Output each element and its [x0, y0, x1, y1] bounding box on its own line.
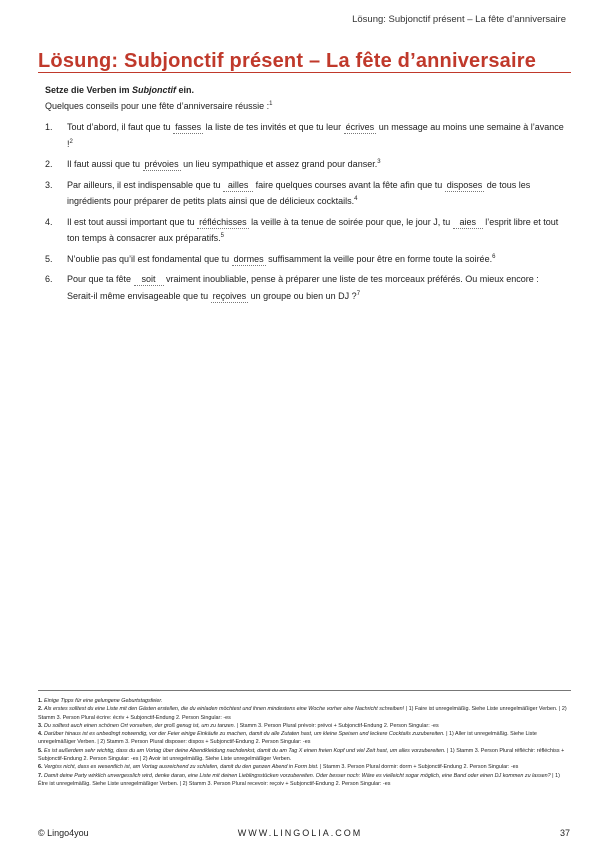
footnote-ref: 1	[269, 101, 273, 107]
intro-text	[45, 101, 272, 111]
footnote-ref: 4	[354, 196, 358, 202]
footnote-translation: Vergiss nicht, dass es wesentlich ist, am Vortag ausreichend zu schlafen, damit du den ganzen Abend in Form bist.	[44, 764, 319, 771]
footnote-ref: 7	[356, 290, 361, 297]
footnote	[38, 705, 571, 722]
exercise-text: la veille à ta tenue de soirée pour que, le jour J, tu	[248, 216, 453, 227]
exercise-number: 1.	[45, 122, 53, 132]
answer-blank[interactable]: disposes	[446, 179, 483, 190]
answer-blank[interactable]: aies	[453, 217, 483, 229]
exercise-text: Par ailleurs, il est indispensable que tu	[67, 179, 224, 190]
footnote-translation: Damit deine Party wirklich unvergesslich wird, denke daran, eine Liste mit deinen Lieblingsstücken vorzubereiten. Oder besser noch: Wäre es vielleicht sogar möglich, eine Band oder einen DJ kommen zu lassen?	[44, 772, 551, 779]
footnote-ref: 2	[69, 138, 73, 145]
running-head: Lösung: Subjonctif présent – La fête d’anniversaire	[352, 14, 566, 25]
footnote-note: | 1) Être ist unregelmäßig. Siehe Liste unregelmäßiger Verben. | 2) Stamm 3. Person Plural recevoir: reçoiv + Subjonctif-Endung 2. Person Singular: -es	[38, 772, 560, 787]
footnote-translation: Darüber hinaus ist es unbedingt notwendig, vor der Feier einige Einkäufe zu machen, damit du alle Zutaten hast, um kleine Speisen und leckere Cocktails zuzubereiten.	[44, 731, 445, 738]
exercise-text: Pour que ta fête	[67, 274, 134, 284]
footnote	[38, 747, 571, 764]
footnote-translation: Du solltest auch einen schönen Ort vorsehen, der groß genug ist, um zu tanzen.	[44, 722, 236, 729]
instruction	[45, 85, 194, 95]
exercise-text: un lieu sympathique et assez grand pour danser.	[180, 159, 378, 169]
title-divider	[38, 72, 571, 73]
footnote-translation: Als erstes solltest du eine Liste mit den Gästen erstellen, die du einladen möchtest und ihnen mindestens eine Woche vorher eine Nachricht schreiben!	[44, 706, 405, 713]
footnote-number: 4.	[38, 731, 43, 738]
exercise-text: la liste de tes invités et que tu leur	[203, 122, 344, 132]
exercise-item	[45, 156, 565, 173]
instruction-italic: Subjonctif	[132, 85, 177, 95]
footnote-divider	[38, 690, 571, 691]
exercise-item	[45, 119, 565, 152]
exercise-text: Tout d’abord, il faut que tu	[67, 122, 174, 132]
answer-blank[interactable]: réfléchisses	[199, 216, 247, 227]
footnote-number: 2.	[38, 706, 43, 713]
copyright: © Lingo4you	[38, 828, 89, 838]
exercise-number: 4.	[45, 216, 53, 227]
footnote-number: 1.	[38, 698, 43, 704]
exercise-item	[45, 214, 565, 247]
footnote-number: 6.	[38, 764, 43, 771]
answer-blank[interactable]: prévoies	[144, 159, 179, 169]
footnote	[38, 763, 571, 771]
exercise-text: Il faut aussi que tu	[67, 159, 143, 169]
exercise-item	[45, 177, 565, 210]
footnote-note: | Stamm 3. Person Plural dormir: dorm + Subjonctif-Endung 2. Person Singular: -es	[318, 764, 519, 771]
exercise-number: 6.	[45, 274, 53, 284]
exercise-text: de tous les ingrédients pour préparer de petits plats ainsi que de délicieux cocktails.	[67, 179, 531, 206]
footnotes	[38, 697, 571, 788]
footnote	[38, 730, 571, 747]
footnote-number: 7.	[38, 772, 43, 779]
exercise-text: l’esprit libre et tout ton temps à consacrer aux préparatifs.	[67, 216, 559, 243]
intro-sentence: Quelques conseils pour une fête d’anniversaire réussie :	[45, 101, 270, 111]
exercise-text: Il est tout aussi important que tu	[67, 216, 198, 227]
footnote-ref: 3	[377, 159, 381, 165]
exercise-number: 5.	[45, 253, 53, 264]
exercise-text: N’oublie pas qu’il est fondamental que tu	[67, 253, 232, 264]
exercise-text: faire quelques courses avant la fête afin que tu	[253, 179, 445, 190]
answer-blank[interactable]: reçoives	[212, 290, 247, 301]
footnote	[38, 722, 571, 730]
footnote-number: 3.	[38, 722, 43, 729]
exercise-number: 3.	[45, 179, 53, 190]
answer-blank[interactable]: fasses	[175, 122, 202, 132]
instruction-prefix: Setze die Verben im	[45, 85, 133, 95]
page-number: 37	[559, 828, 570, 838]
answer-blank[interactable]: dormes	[233, 253, 264, 264]
exercise-text: un groupe ou bien un DJ ?	[248, 290, 357, 301]
exercise-text: vraiment inoubliable, pense à préparer une liste de tes morceaux préférés. Ou mieux encore : Serait-il même envisageable que tu	[67, 274, 539, 301]
answer-blank[interactable]: ailles	[223, 180, 253, 192]
exercise-item	[45, 271, 565, 304]
instruction-suffix: ein.	[176, 85, 195, 95]
footnote-ref: 5	[220, 233, 224, 239]
footnote-note: | 1) Stamm 3. Person Plural réfléchir: réfléchiss + Subjonctif-Endung 2. Person Singular: -es | 2) Avoir ist unregelmäßig. Siehe Liste unregelmäßiger Verben.	[38, 747, 565, 763]
footnote	[38, 772, 571, 789]
footnote-translation: Einige Tipps für eine gelungene Geburtstagsfeier.	[44, 698, 163, 704]
exercise-text: suffisamment la veille pour être en forme toute la soirée.	[265, 253, 493, 264]
exercise-item	[45, 251, 565, 268]
exercise-number: 2.	[45, 159, 53, 169]
footnote-ref: 6	[492, 253, 496, 260]
exercise-list	[45, 119, 565, 308]
footnote-translation: Es ist außerdem sehr wichtig, dass du am Vortag über deine Abendkleidung nachdenkst, damit du am Tag X einen freien Kopf und viel Zeit hast, um alles vorzubereiten.	[44, 747, 446, 754]
footnote-note: | Stamm 3. Person Plural prévoir: prévoi + Subjonctif-Endung 2. Person Singular: -es	[235, 722, 439, 729]
exercise-text: un message au moins une semaine à l’avance !	[67, 122, 564, 149]
footnote-note: | 1) Faire ist unregelmäßig. Siehe Liste unregelmäßiger Verben. | 2) Stamm 3. Person Plural écrire: écriv + Subjonctif-Endung 2. Person Singular: -es	[38, 706, 567, 721]
page-title: Lösung: Subjonctif présent – La fête d’anniversaire	[38, 50, 537, 72]
answer-blank[interactable]: soit	[134, 274, 164, 286]
footnote-note: | 1) Aller ist unregelmäßig. Siehe Liste unregelmäßiger Verben. | 2) Stamm 3. Person Plural disposer: dispos + Subjonctif-Endung 2. Person Singular: -es	[38, 731, 537, 746]
answer-blank[interactable]: écrives	[345, 122, 375, 132]
website-link[interactable]: WWW.LINGOLIA.COM	[237, 828, 363, 838]
footnote	[38, 697, 571, 705]
footnote-number: 5.	[38, 747, 43, 754]
